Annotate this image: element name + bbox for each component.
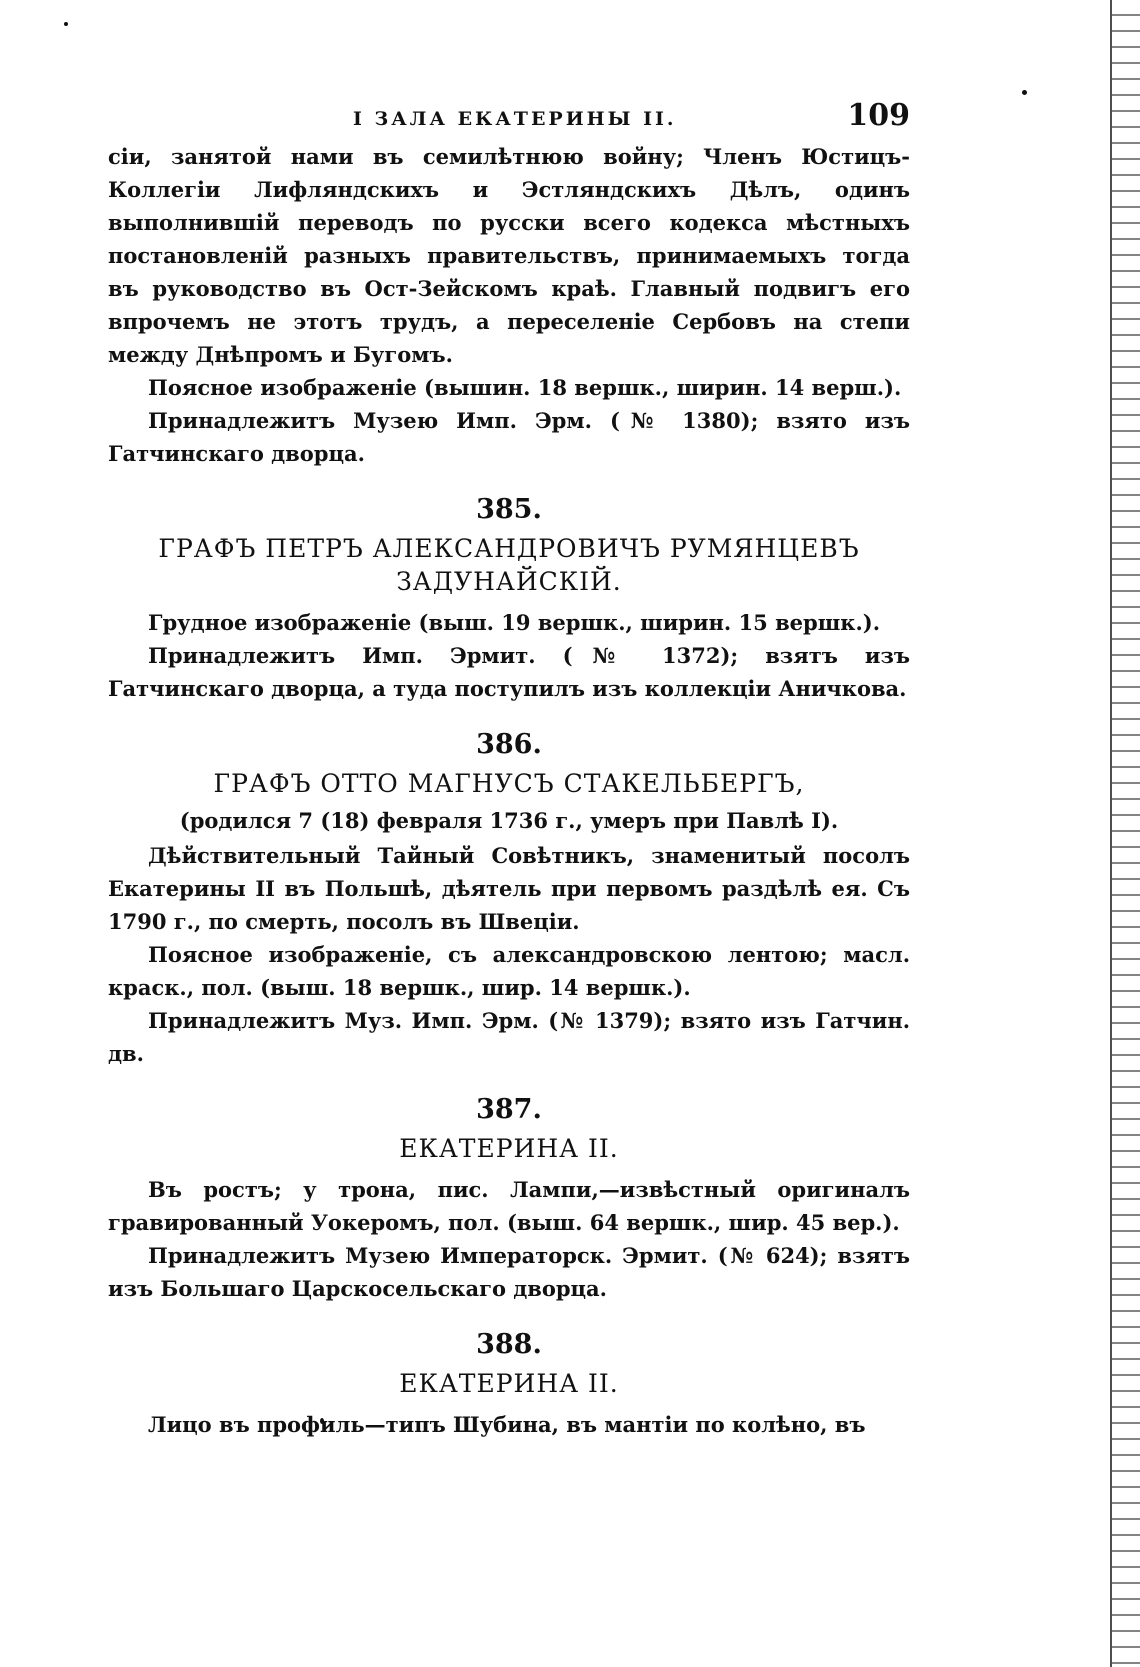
entry-387 [108,1092,910,1305]
entry-description: Въ ростъ; у трона, пис. Лампи,—извѣстный оригиналъ гравированный Уокеромъ, пол. (выш. 64 вершк., шир. 45 вер.). [108,1177,910,1235]
running-head [108,92,910,140]
entry-provenance: Принадлежитъ Музею Императорск. Эрмит. (№ 624); взятъ изъ Большаго Царскосельскаго дворца. [108,1243,910,1301]
entry-provenance: Принадлежитъ Муз. Имп. Эрм. (№ 1379); взято изъ Гатчин. дв. [108,1008,910,1066]
book-binding-edge [1110,0,1140,1667]
entry-number: 388. [476,1329,542,1360]
book-page [108,92,910,1441]
entry-biography: Дѣйствительный Тайный Совѣтникъ, знаменитый посолъ Екатерины II въ Польшѣ, дѣятель при первомъ раздѣлѣ ея. Съ 1790 г., по смерть, посолъ въ Швеціи. [108,843,910,934]
entry-title: ГРАФЪ ПЕТРЪ АЛЕКСАНДРОВИЧЪ РУМЯНЦЕВЪ ЗАДУНАЙСКІЙ. [158,534,860,596]
entry-title: ЕКАТЕРИНА II. [399,1369,619,1398]
entry-number: 387. [476,1094,542,1125]
intro-provenance: Принадлежитъ Музею Имп. Эрм. (№ 1380); взято изъ Гатчинскаго дворца. [108,408,910,466]
entry-388 [108,1327,910,1441]
entry-number: 386. [476,729,542,760]
running-head-title: I ЗАЛА ЕКАТЕРИНЫ II. [353,108,677,130]
entry-385 [108,492,910,705]
entry-386 [108,727,910,1070]
page-number: 109 [847,98,910,133]
entry-title: ГРАФЪ ОТТО МАГНУСЪ СТАКЕЛЬБЕРГЪ, [213,769,805,798]
print-speck [64,22,68,26]
entry-description: Грудное изображеніе (выш. 19 вершк., ширин. 15 вершк.). [148,610,881,635]
intro-description: Поясное изображеніе (вышин. 18 вершк., ширин. 14 верш.). [148,375,902,400]
entry-title: ЕКАТЕРИНА II. [399,1134,619,1163]
print-speck [1022,90,1027,95]
intro-paragraph: сіи, занятой нами въ семилѣтнюю войну; Членъ Юстицъ-Коллегіи Лифляндскихъ и Эстляндскихъ Дѣлъ, одинъ выполнившій переводъ по русски всего кодекса мѣстныхъ постановленій разныхъ правительствъ, принимаемыхъ тогда въ руководство въ Ост-Зейскомъ краѣ. Главный подвигъ его впрочемъ не этотъ трудъ, а переселеніе Сербовъ на степи между Днѣпромъ и Бугомъ. [108,144,910,367]
intro-continuation [108,140,910,470]
entry-description: Поясное изображеніе, съ александровскою лентою; масл. краск., пол. (выш. 18 вершк., шир. 14 вершк.). [108,942,910,1000]
entry-description: Лицо въ профиль—типъ Шубина, въ мантіи по колѣно, въ [148,1412,866,1437]
entry-subtitle: (родился 7 (18) февраля 1736 г., умеръ при Павлѣ I). [179,808,839,833]
entry-provenance: Принадлежитъ Имп. Эрмит. (№ 1372); взятъ изъ Гатчинскаго дворца, а туда поступилъ изъ коллекціи Аничкова. [108,643,910,701]
entry-number: 385. [476,494,542,525]
